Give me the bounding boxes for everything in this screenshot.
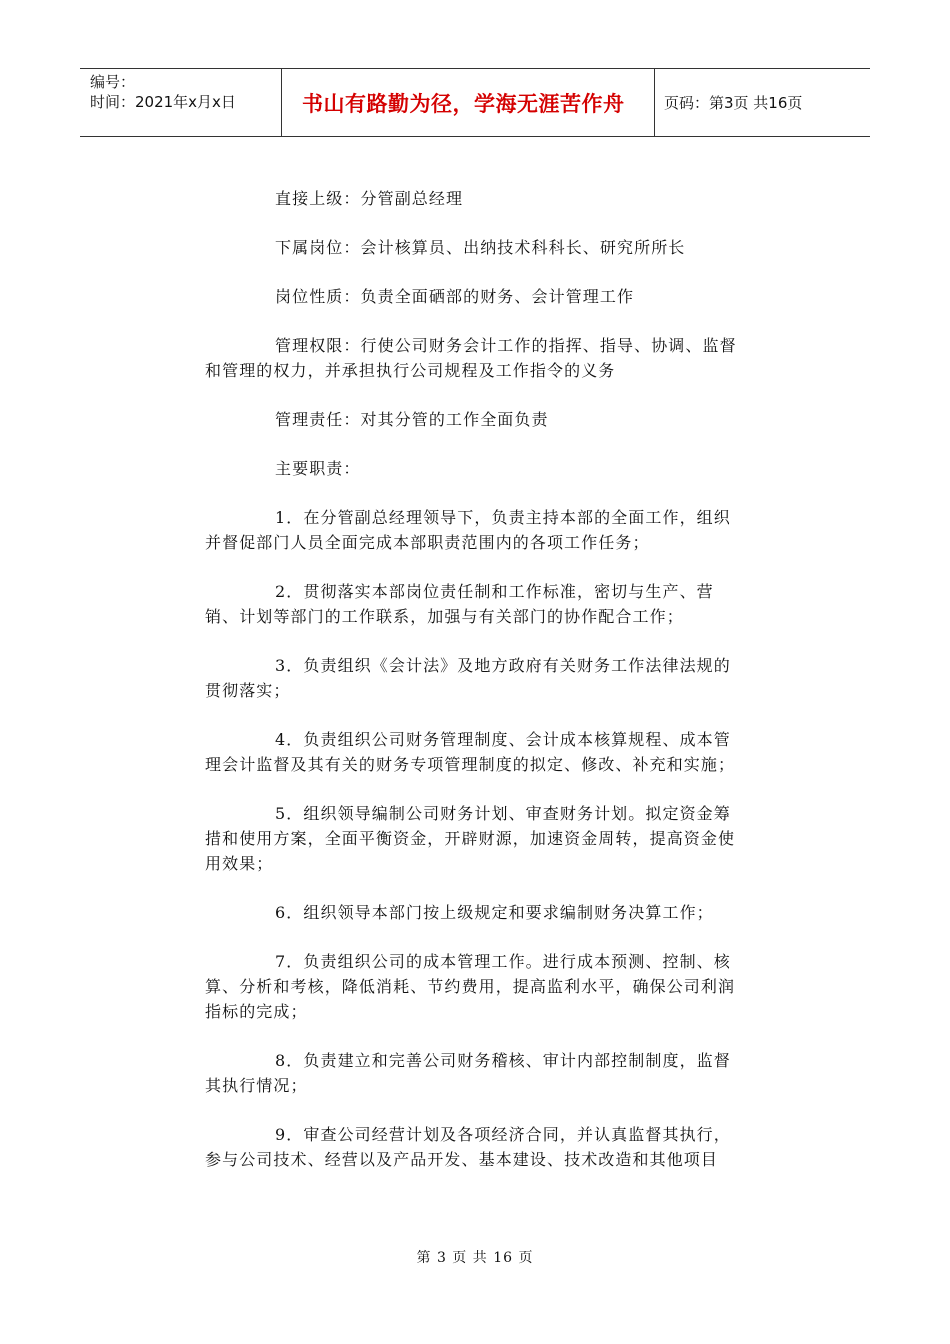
duty-item-3: 3．负责组织《会计法》及地方政府有关财务工作法律法规的贯彻落实； [205, 656, 731, 700]
header-meta [80, 69, 282, 136]
header-page-info: 页码：第3页 共16页 [664, 94, 803, 112]
duty-item-7: 7．负责组织公司的成本管理工作。进行成本预测、控制、核算、分析和考核，降低消耗、节约费用，提高监利水平，确保公司利润指标的完成； [205, 952, 736, 1021]
footer-page-number: 第 3 页 共 16 页 [416, 1250, 534, 1266]
header-motto: 书山有路勤为径，学海无涯苦作舟 [282, 69, 655, 136]
duty-item-2: 2．贯彻落实本部岗位责任制和工作标准，密切与生产、营销、计划等部门的工作联系，加强与有关部门的协作配合工作； [205, 582, 714, 626]
paragraph-management-authority: 管理权限：行使公司财务会计工作的指挥、指导、协调、监督和管理的权力，并承担执行公司规程及工作指令的义务 [205, 336, 737, 380]
duty-item-9: 9．审查公司经营计划及各项经济合同，并认真监督其执行，参与公司技术、经营以及产品开发、基本建设、技术改造和其他项目 [205, 1125, 731, 1169]
duty-item-8: 8．负责建立和完善公司财务稽核、审计内部控制制度，监督其执行情况； [205, 1051, 731, 1095]
duty-item-4: 4．负责组织公司财务管理制度、会计成本核算规程、成本管理会计监督及其有关的财务专项管理制度的拟定、修改、补充和实施； [205, 730, 736, 774]
page-footer [0, 1247, 950, 1267]
duty-item-6: 6．组织领导本部门按上级规定和要求编制财务决算工作； [275, 903, 714, 922]
document-time-label: 时间：2021年x月x日 [90, 93, 236, 111]
page-header [80, 68, 870, 137]
duty-item-1: 1．在分管副总经理领导下，负责主持本部的全面工作，组织并督促部门人员全面完成本部职责范围内的各项工作任务； [205, 508, 731, 552]
duty-item-5: 5．组织领导编制公司财务计划、审查财务计划。拟定资金筹措和使用方案，全面平衡资金，开辟财源，加速资金周转，提高资金使用效果； [205, 804, 736, 873]
document-body [205, 186, 745, 1196]
paragraph-direct-superior: 直接上级：分管副总经理 [275, 189, 464, 208]
document-number-label: 编号： [90, 73, 136, 91]
paragraph-main-duties-heading: 主要职责： [275, 459, 361, 478]
paragraph-subordinate-posts: 下属岗位：会计核算员、出纳技术科科长、研究所所长 [275, 238, 686, 257]
paragraph-post-nature: 岗位性质：负责全面硒部的财务、会计管理工作 [275, 287, 635, 306]
paragraph-management-responsibility: 管理责任：对其分管的工作全面负责 [275, 410, 549, 429]
